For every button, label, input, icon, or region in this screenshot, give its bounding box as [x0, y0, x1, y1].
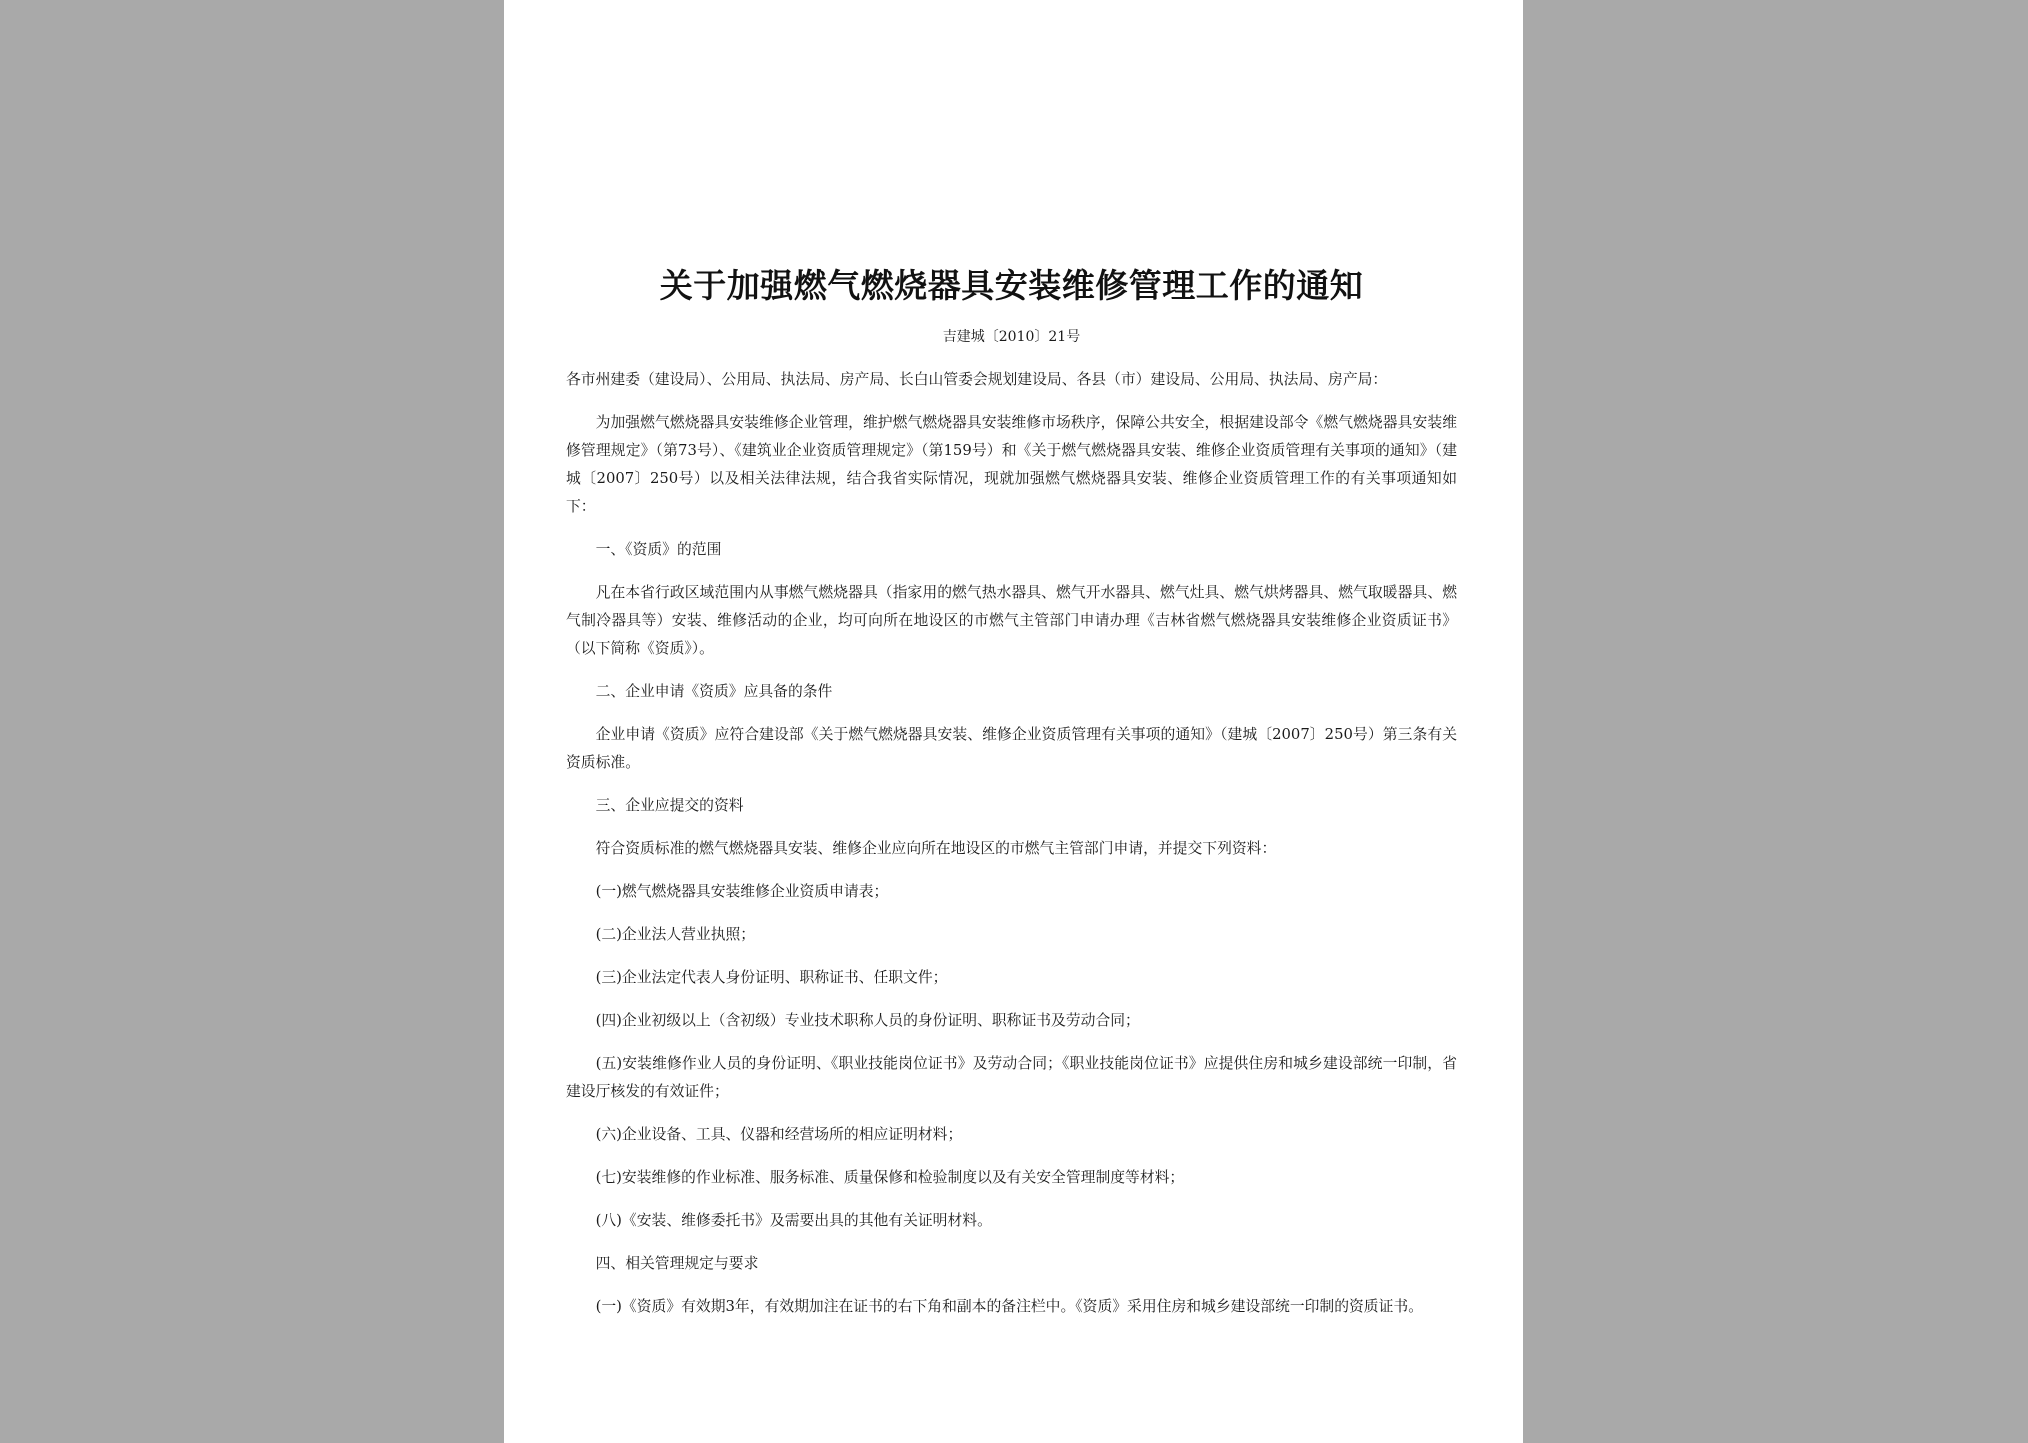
list-item: (八)《安装、维修委托书》及需要出具的其他有关证明材料。	[595, 1212, 992, 1229]
document-page	[504, 0, 1523, 1443]
section-3-paragraph: 符合资质标准的燃气燃烧器具安装、维修企业应向所在地设区的市燃气主管部门申请，并提交下列资料：	[595, 840, 1277, 857]
list-item: (二)企业法人营业执照；	[595, 926, 756, 943]
list-item: (一)燃气燃烧器具安装维修企业资质申请表；	[595, 883, 889, 900]
list-item: (四)企业初级以上（含初级）专业技术职称人员的身份证明、职称证书及劳动合同；	[595, 1012, 1140, 1029]
section-1-heading: 一、《资质》的范围	[595, 541, 722, 558]
list-item: (三)企业法定代表人身份证明、职称证书、任职文件；	[595, 969, 948, 986]
section-4-paragraph: (一)《资质》有效期3年，有效期加注在证书的右下角和副本的备注栏中。《资质》采用住房和城乡建设部统一印制的资质证书。	[595, 1298, 1423, 1315]
section-2-heading: 二、企业申请《资质》应具备的条件	[595, 683, 833, 700]
intro-paragraph: 为加强燃气燃烧器具安装维修企业管理，维护燃气燃烧器具安装维修市场秩序，保障公共安全，根据建设部令《燃气燃烧器具安装维修管理规定》（第73号）、《建筑业企业资质管理规定》（第159号）和《关于燃气燃烧器具安装、维修企业资质管理有关事项的通知》（建城〔2007〕250号）以及相关法律法规，结合我省实际情况，现就加强燃气燃烧器具安装、维修企业资质管理工作的有关事项通知如下：	[566, 414, 1457, 515]
section-4-heading: 四、相关管理规定与要求	[595, 1255, 759, 1272]
document-title: 关于加强燃气燃烧器具安装维修管理工作的通知	[659, 266, 1364, 305]
recipients-line: 各市州建委（建设局）、公用局、执法局、房产局、长白山管委会规划建设局、各县（市）建设局、公用局、执法局、房产局：	[566, 371, 1388, 388]
section-1-paragraph: 凡在本省行政区域范围内从事燃气燃烧器具（指家用的燃气热水器具、燃气开水器具、燃气灶具、燃气烘烤器具、燃气取暖器具、燃气制冷器具等）安装、维修活动的企业，均可向所在地设区的市燃气主管部门申请办理《吉林省燃气燃烧器具安装维修企业资质证书》（以下简称《资质》）。	[566, 584, 1457, 657]
document-number: 吉建城〔2010〕21号	[942, 329, 1081, 345]
section-2-paragraph: 企业申请《资质》应符合建设部《关于燃气燃烧器具安装、维修企业资质管理有关事项的通知》（建城〔2007〕250号）第三条有关资质标准。	[566, 726, 1457, 771]
section-3-heading: 三、企业应提交的资料	[595, 797, 744, 814]
list-item: (六)企业设备、工具、仪器和经营场所的相应证明材料；	[595, 1126, 963, 1143]
list-item: (五)安装维修作业人员的身份证明、《职业技能岗位证书》及劳动合同；《职业技能岗位证书》应提供住房和城乡建设部统一印制，省建设厅核发的有效证件；	[566, 1055, 1457, 1100]
list-item: (七)安装维修的作业标准、服务标准、质量保修和检验制度以及有关安全管理制度等材料；	[595, 1169, 1185, 1186]
